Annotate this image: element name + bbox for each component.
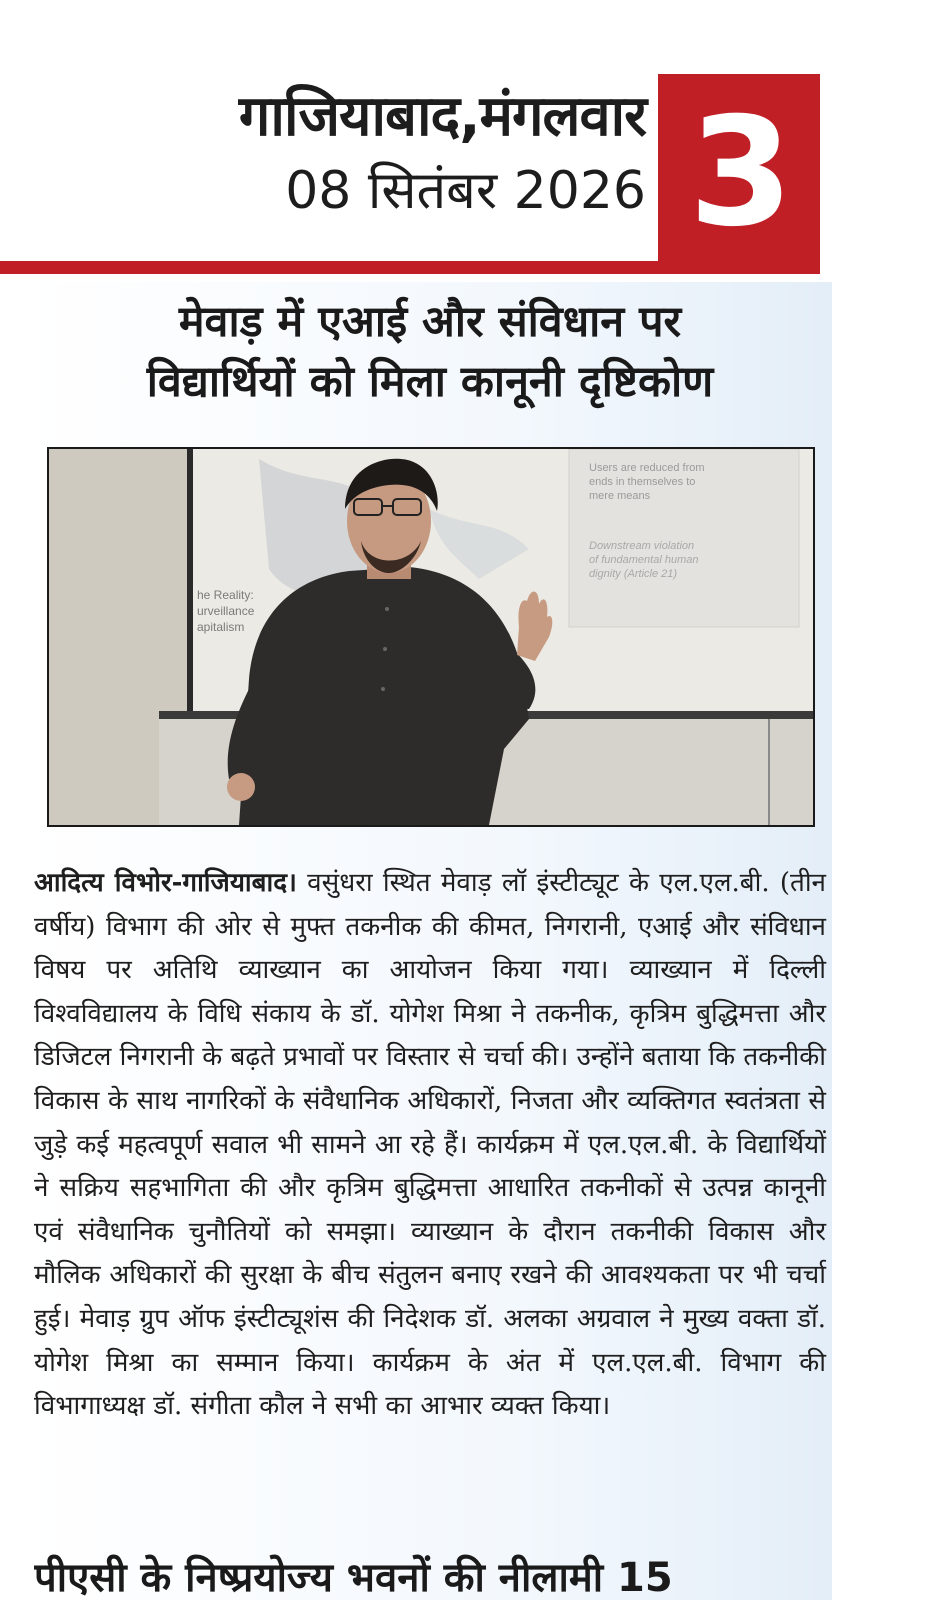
article-body bbox=[34, 862, 826, 1429]
headline-line-2: विद्यार्थियों को मिला कानूनी दृष्टिकोण bbox=[146, 357, 714, 407]
article-headline bbox=[28, 292, 832, 412]
next-article-headline: पीएसी के निष्प्रयोज्य भवनों की नीलामी 15 bbox=[34, 1555, 673, 1600]
article bbox=[28, 282, 832, 1600]
masthead bbox=[0, 0, 936, 275]
slide-text-right-top: Users are reduced from ends in themselves to mere means bbox=[589, 462, 705, 502]
city-day: गाजियाबाद,मंगलवार bbox=[238, 84, 646, 149]
issue-date: 08 सितंबर 2026 bbox=[285, 161, 646, 221]
masthead-rule bbox=[0, 261, 820, 274]
page-number: 3 bbox=[688, 86, 790, 260]
slide-text-right-bottom: Downstream violation of fundamental human dignity (Article 21) bbox=[589, 540, 699, 580]
page-number-box bbox=[658, 74, 820, 272]
speaker-shirt bbox=[239, 567, 529, 825]
dateline bbox=[239, 82, 646, 226]
article-photo bbox=[47, 447, 815, 827]
byline: आदित्य विभोर-गाजियाबाद। bbox=[34, 868, 297, 898]
lecture-photo bbox=[49, 449, 813, 825]
body-text: वसुंधरा स्थित मेवाड़ लॉ इंस्टीट्यूट के एल.एल.बी. (तीन वर्षीय) विभाग की ओर से मुफ्त तकनीक की कीमत, निगरानी, एआई और संविधान विषय पर अतिथि व्याख्यान का आयोजन किया गया। व्याख्यान में दिल्ली विश्वविद्यालय के विधि संकाय के डॉ. योगेश मिश्रा ने तकनीक, कृत्रिम बुद्धिमत्ता और डिजिटल निगरानी के बढ़ते प्रभावों पर विस्तार से चर्चा की। उन्होंने बताया कि तकनीकी विकास के साथ नागरिकों के संवैधानिक अधिकारों, निजता और व्यक्तिगत स्वतंत्रता से जुड़े कई महत्वपूर्ण सवाल भी सामने आ रहे हैं। कार्यक्रम में एल.एल.बी. के विद्यार्थियों ने सक्रिय सहभागिता की और कृत्रिम बुद्धिमत्ता आधारित तकनीकों से उत्पन्न कानूनी एवं संवैधानिक चुनौतियों को समझा। व्याख्यान के दौरान तकनीकी विकास और मौलिक अधिकारों की सुरक्षा के बीच संतुलन बनाए रखने की आवश्यकता पर भी चर्चा हुई। मेवाड़ ग्रुप ऑफ इंस्टीट्यूशंस की निदेशक डॉ. अलका अग्रवाल ने मुख्य वक्ता डॉ. योगेश मिश्रा का सम्मान किया। कार्यक्रम के अंत में एल.एल.बी. विभाग की विभागाध्यक्ष डॉ. संगीता कौल ने सभी का आभार व्यक्त किया। bbox=[34, 868, 826, 1422]
slide-text-left: he Reality: urveillance apitalism bbox=[197, 588, 255, 634]
headline-line-1: मेवाड़ में एआई और संविधान पर bbox=[178, 297, 682, 347]
